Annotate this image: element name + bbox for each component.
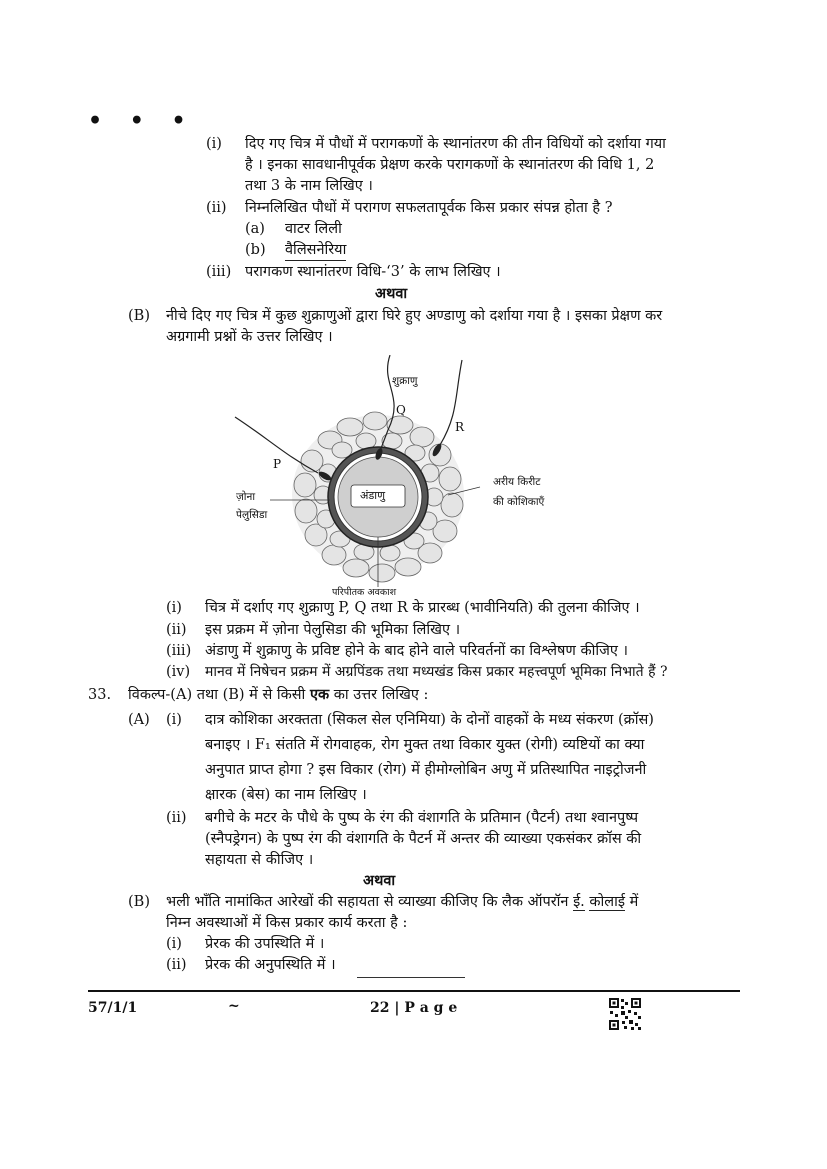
question-text-line: सहायता से कीजिए । [205, 852, 314, 868]
question-text-line: (स्नैपड्रेगन) के पुष्प रंग की वंशागति के पैटर्न में अन्तर की व्याख्या एकसंकर क्रॉस की [205, 831, 642, 847]
figure-label-ovum: अंडाणु [360, 489, 386, 502]
qr-code-icon [608, 997, 642, 1031]
or-heading: अथवा [375, 285, 408, 302]
question-number: 33. [88, 687, 112, 703]
end-rule [357, 977, 465, 978]
question-text-line: नीचे दिए गए चित्र में कुछ शुक्राणुओं द्वारा घिरे हुए अण्डाणु को दर्शाया गया है । इसका प्रेक्षण कर [166, 308, 663, 324]
figure-label-perivitelline: परिपीतक अवकाश [332, 587, 397, 598]
question-number: (ii) [166, 622, 187, 638]
question-text-line: बगीचे के मटर के पौधे के पुष्प के रंग की वंशागति के प्रतिमान (पैटर्न) तथा श्वानपुष्प [205, 810, 639, 826]
question-text: इस प्रक्रम में ज़ोना पेलुसिडा की भूमिका लिखिए । [205, 622, 461, 638]
question-number: (ii) [166, 957, 187, 973]
figure-label-zona: पेलुसिडा [236, 509, 268, 521]
option-label: (B) [128, 308, 150, 324]
figure-label-p: P [273, 457, 282, 471]
question-text-line: बनाइए । F₁ संतति में रोगवाहक, रोग मुक्त तथा विकार युक्त (रोगी) व्यष्टियों का क्या [205, 737, 645, 753]
question-text-line: है । इनका सावधानीपूर्वक प्रेक्षण करके परागकणों के स्थानांतरण की विधि 1, 2 [245, 157, 655, 173]
question-number: (iii) [206, 264, 232, 280]
question-text: अंडाणु में शुक्राणु के प्रविष्ट होने के बाद होने वाले परिवर्तनों का विश्लेषण कीजिए । [205, 643, 629, 659]
question-number: (ii) [166, 810, 187, 826]
option-text: वाटर लिली [285, 221, 342, 237]
figure-label-zona: ज़ोना [236, 491, 256, 503]
footer-rule [88, 990, 740, 992]
question-text: प्रेरक की उपस्थिति में । [205, 936, 325, 952]
question-text: प्रेरक की अनुपस्थिति में । [205, 957, 336, 973]
question-text-line: अनुपात प्राप्त होगा ? इस विकार (रोग) में हीमोग्लोबिन अणु में प्रतिस्थापित नाइट्रोजनी [205, 762, 647, 778]
figure-label-corona: अरीय किरीट [493, 476, 541, 488]
option-text: वैलिसनेरिया [285, 240, 346, 261]
question-text: परागकण स्थानांतरण विधि-‘3’ के लाभ लिखिए । [245, 264, 501, 280]
option-label: (B) [128, 894, 150, 910]
question-text-line: तथा 3 के नाम लिखिए । [245, 178, 373, 194]
question-number: (i) [166, 936, 182, 952]
option-label: (a) [245, 221, 265, 237]
question-text-line: दिए गए चित्र में पौधों में परागकणों के स्थानांतरण की तीन विधियों को दर्शाया गया [245, 136, 666, 152]
header-dots: • • • [88, 108, 196, 134]
paper-code: 57/1/1 [88, 1000, 138, 1016]
or-heading: अथवा [363, 872, 396, 889]
option-label: (A) [128, 712, 150, 728]
question-text-line: दात्र कोशिका अरक्तता (सिकल सेल एनिमिया) के दोनों वाहकों के मध्य संकरण (क्रॉस) [205, 712, 654, 728]
question-text: निम्नलिखित पौधों में परागण सफलतापूर्वक किस प्रकार संपन्न होता है ? [245, 200, 613, 216]
question-text-line: निम्न अवस्थाओं में किस प्रकार कार्य करता है : [166, 915, 408, 931]
option-label: (b) [245, 242, 266, 258]
figure-label-sperm: शुक्राणु [392, 375, 418, 387]
question-text-line: अग्रगामी प्रश्नों के उत्तर लिखिए । [166, 329, 333, 345]
figure-label-corona: की कोशिकाएँ [493, 496, 545, 508]
figure-label-r: R [455, 420, 465, 434]
question-text: मानव में निषेचन प्रक्रम में अग्रपिंडक तथा मध्यखंड किस प्रकार महत्त्वपूर्ण भूमिका निभाते हैं ? [205, 664, 668, 680]
question-text: चित्र में दर्शाए गए शुक्राणु P, Q तथा R के प्रारब्ध (भावीनियति) की तुलना कीजिए । [205, 600, 640, 616]
question-text-line: भली भाँति नामांकित आरेखों की सहायता से व्याख्या कीजिए कि लैक ऑपरॉन ई. कोलाई में [166, 894, 639, 910]
figure-label-q: Q [396, 403, 406, 417]
question-number: (i) [166, 600, 182, 616]
question-number: (iii) [166, 643, 192, 659]
question-number: (ii) [206, 200, 227, 216]
question-number: (i) [206, 136, 222, 152]
question-number: (i) [166, 712, 182, 728]
question-intro: विकल्प-(A) तथा (B) में से किसी एक का उत्तर लिखिए : [128, 686, 429, 703]
footer-tilde: ~ [228, 998, 240, 1014]
question-text-line: क्षारक (बेस) का नाम लिखिए । [205, 787, 367, 803]
question-number: (iv) [166, 664, 191, 680]
page-number: 22 | P a g e [370, 1000, 458, 1016]
